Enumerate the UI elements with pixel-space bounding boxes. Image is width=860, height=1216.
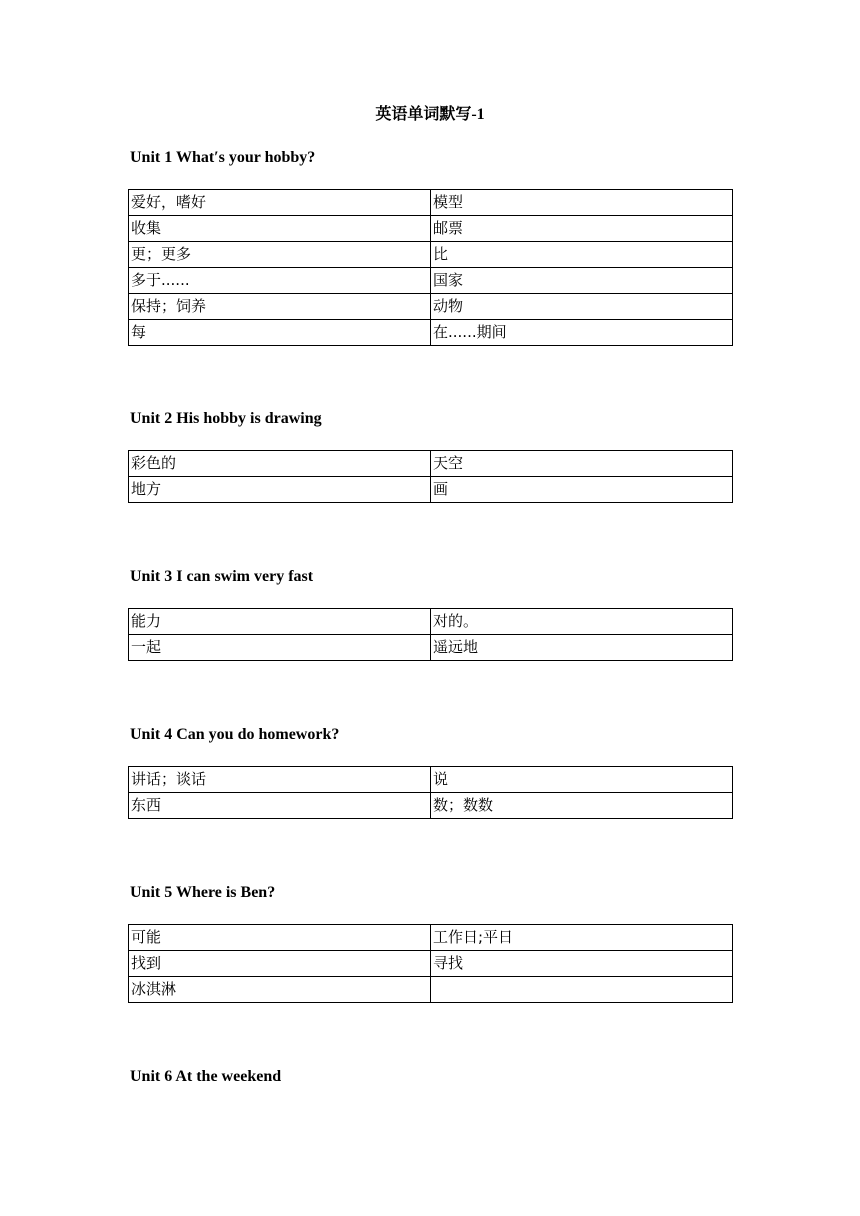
unit-5-vocab-table: [128, 924, 733, 1003]
table-row: [129, 635, 733, 661]
vocab-cell: 数；数数: [431, 793, 733, 819]
unit-6-heading: Unit 6 At the weekend: [130, 1068, 282, 1085]
vocab-cell: 收集: [129, 216, 431, 242]
vocab-cell: 多于......: [129, 268, 431, 294]
vocab-cell: 爱好，嗜好: [129, 190, 431, 216]
unit-2-heading: Unit 2 His hobby is drawing: [130, 410, 322, 427]
vocab-cell: 比: [431, 242, 733, 268]
table-row: [129, 977, 733, 1003]
vocab-cell: 模型: [431, 190, 733, 216]
unit-4-heading: Unit 4 Can you do homework?: [130, 726, 340, 743]
vocab-cell: 天空: [431, 451, 733, 477]
table-row: [129, 767, 733, 793]
vocab-cell: 国家: [431, 268, 733, 294]
table-row: [129, 609, 733, 635]
unit-5-heading: Unit 5 Where is Ben?: [130, 884, 276, 901]
unit-3-heading: Unit 3 I can swim very fast: [130, 568, 314, 585]
vocab-cell: 保持；饲养: [129, 294, 431, 320]
table-row: [129, 320, 733, 346]
vocab-cell: 邮票: [431, 216, 733, 242]
vocab-cell: 找到: [129, 951, 431, 977]
vocab-cell: 冰淇淋: [129, 977, 431, 1003]
vocab-cell: 彩色的: [129, 451, 431, 477]
vocab-cell: 对的。: [431, 609, 733, 635]
vocab-cell: 讲话；谈话: [129, 767, 431, 793]
vocab-cell: 在......期间: [431, 320, 733, 346]
table-row: [129, 242, 733, 268]
unit-3-vocab-table: [128, 608, 733, 661]
unit-1-vocab-table: [128, 189, 733, 346]
table-row: [129, 268, 733, 294]
table-row: [129, 793, 733, 819]
vocab-cell: [431, 977, 733, 1003]
vocab-cell: 画: [431, 477, 733, 503]
vocab-cell: 工作日;平日: [431, 925, 733, 951]
table-row: [129, 190, 733, 216]
vocab-cell: 动物: [431, 294, 733, 320]
vocab-cell: 更；更多: [129, 242, 431, 268]
table-row: [129, 451, 733, 477]
table-row: [129, 925, 733, 951]
vocab-cell: 寻找: [431, 951, 733, 977]
vocab-cell: 地方: [129, 477, 431, 503]
table-row: [129, 294, 733, 320]
unit-2-vocab-table: [128, 450, 733, 503]
vocab-cell: 能力: [129, 609, 431, 635]
vocab-cell: 遥远地: [431, 635, 733, 661]
table-row: [129, 477, 733, 503]
vocab-cell: 说: [431, 767, 733, 793]
vocab-cell: 每: [129, 320, 431, 346]
vocab-cell: 东西: [129, 793, 431, 819]
unit-1-heading: Unit 1 What′s your hobby?: [130, 149, 316, 166]
unit-4-vocab-table: [128, 766, 733, 819]
page-title: 英语单词默写-1: [375, 106, 485, 123]
table-row: [129, 951, 733, 977]
vocab-cell: 可能: [129, 925, 431, 951]
table-row: [129, 216, 733, 242]
vocab-cell: 一起: [129, 635, 431, 661]
